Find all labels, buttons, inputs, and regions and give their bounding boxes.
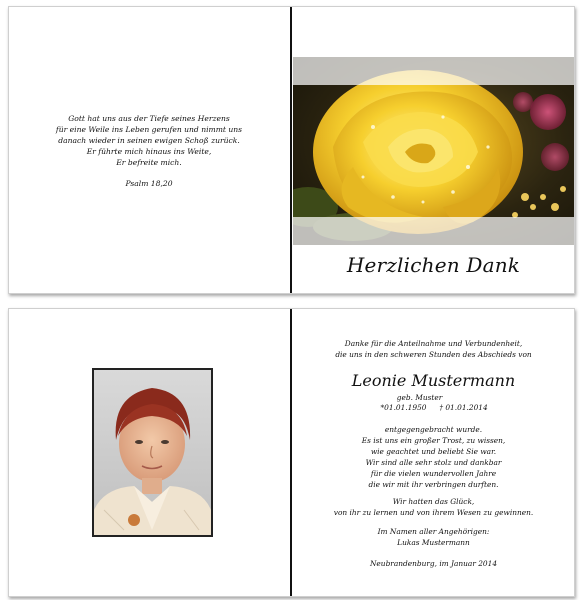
- portrait-photo: [92, 368, 213, 537]
- thanks-line: Wir hatten das Glück,: [392, 497, 475, 506]
- thanks-line: wie geachtet und beliebt Sie war.: [370, 447, 497, 456]
- thanks-line: für die vielen wundervollen Jahre: [370, 469, 497, 478]
- place-date: Neubrandenburg, im Januar 2014: [369, 559, 498, 568]
- thanks-line: entgegengebracht wurde.: [384, 425, 483, 434]
- obituary-text: [293, 309, 574, 596]
- intro-line: Danke für die Anteilnahme und Verbundenheit,: [344, 339, 523, 348]
- thanks-line: die wir mit ihr verbringen durften.: [368, 480, 499, 489]
- poem-reference: Psalm 18,20: [125, 179, 173, 188]
- poem-text: [49, 113, 249, 168]
- thanks-line: Wir sind alle sehr stolz und dankbar: [365, 458, 502, 467]
- yellow-rose-image: [293, 57, 574, 245]
- poem-line: für eine Weile ins Leben gerufen und nimmt uns: [55, 125, 243, 134]
- card-fold-line: [290, 7, 292, 293]
- poem-line: Er führte mich hinaus ins Weite,: [86, 147, 212, 156]
- death-date: † 01.01.2014: [439, 403, 488, 412]
- deceased-name: Leonie Mustermann: [351, 371, 516, 390]
- thanks-line: von ihr zu lernen und von ihrem Wesen zu gewinnen.: [333, 508, 534, 517]
- poem-line: Er befreite mich.: [116, 158, 182, 167]
- card-front: [8, 6, 575, 294]
- card-fold-line: [290, 309, 292, 596]
- signoff-name: Lukas Mustermann: [397, 538, 470, 547]
- signoff-line: Im Namen aller Angehörigen:: [377, 527, 490, 536]
- thanks-line: Es ist uns ein großer Trost, zu wissen,: [361, 436, 506, 445]
- poem-line: Gott hat uns aus der Tiefe seines Herzens: [68, 114, 230, 123]
- birth-name: geb. Muster: [396, 393, 443, 402]
- intro-line: die uns in den schweren Stunden des Abschieds von: [335, 350, 532, 359]
- birth-date: *01.01.1950: [380, 403, 427, 412]
- headline-herzlichen-dank: Herzlichen Dank: [346, 253, 521, 277]
- card-inside: [8, 308, 575, 597]
- poem-line: danach wieder in seinen ewigen Schoß zurück.: [58, 136, 240, 145]
